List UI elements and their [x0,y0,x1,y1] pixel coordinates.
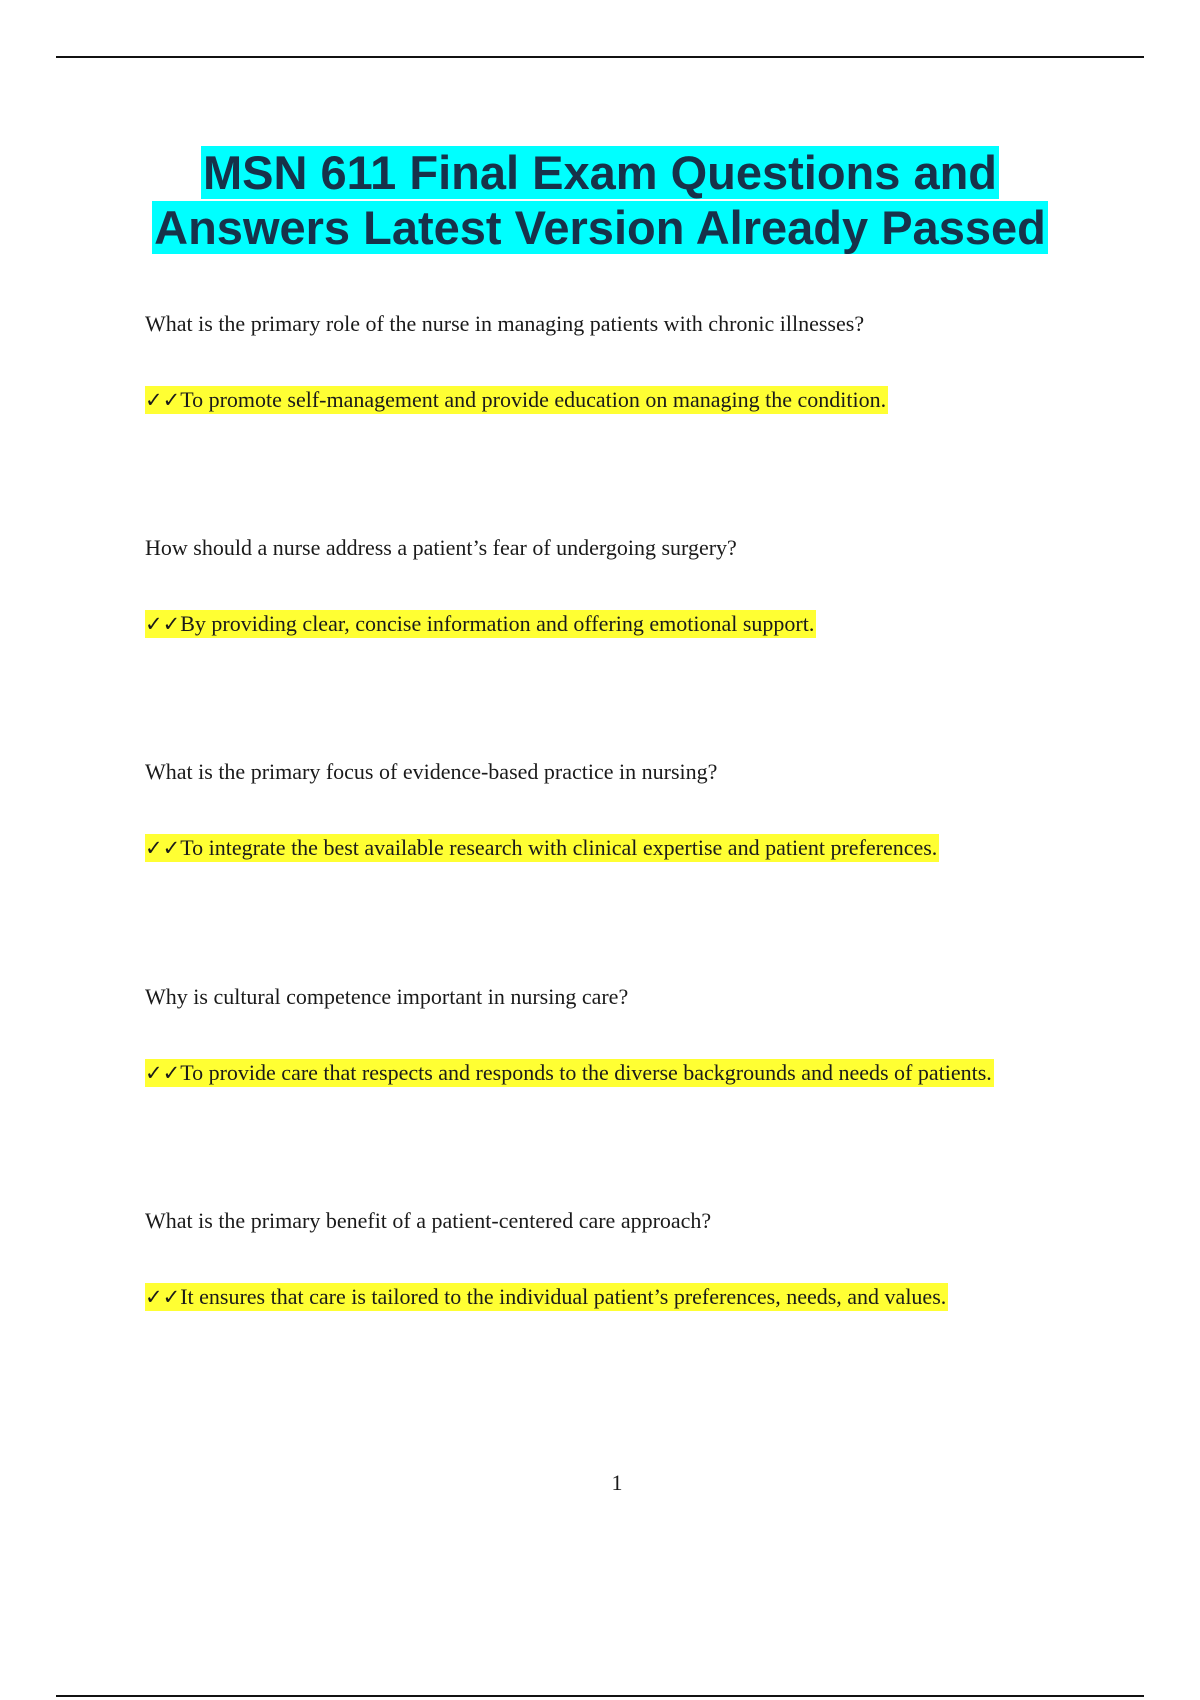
double-check-icon: ✓✓ [145,612,181,636]
answer-label: To promote self-management and provide education on managing the condition. [180,387,887,412]
question-text: What is the primary focus of evidence-based practice in nursing? [145,759,718,784]
double-check-icon: ✓✓ [145,1285,181,1309]
question-text: How should a nurse address a patient’s fear of undergoing surgery? [145,535,737,560]
answer-label: By providing clear, concise information and offering emotional support. [180,611,815,636]
answer-text [145,834,939,862]
double-check-icon: ✓✓ [145,388,181,412]
question-text: What is the primary benefit of a patient-centered care approach? [145,1208,712,1233]
answer-text [145,386,888,414]
document-title [0,145,1200,255]
answer-label: It ensures that care is tailored to the individual patient’s preferences, needs, and values. [180,1284,947,1309]
top-rule [56,56,1144,58]
answer-text [145,1059,994,1087]
question-text: Why is cultural competence important in nursing care? [145,984,629,1009]
page-number: 1 [611,1470,623,1495]
title-line-2 [0,200,1200,255]
question-text: What is the primary role of the nurse in managing patients with chronic illnesses? [145,311,865,336]
title-line-2-text: Answers Latest Version Already Passed [154,201,1046,254]
answer-text [145,1283,948,1311]
answer-text [145,610,816,638]
title-line-1 [0,145,1200,200]
title-line-1-text: MSN 611 Final Exam Questions and [202,146,998,199]
bottom-rule [56,1695,1144,1697]
answer-label: To integrate the best available research with clinical expertise and patient preferences. [180,835,938,860]
double-check-icon: ✓✓ [145,836,181,860]
double-check-icon: ✓✓ [145,1061,181,1085]
answer-label: To provide care that respects and responds to the diverse backgrounds and needs of patients. [180,1060,992,1085]
